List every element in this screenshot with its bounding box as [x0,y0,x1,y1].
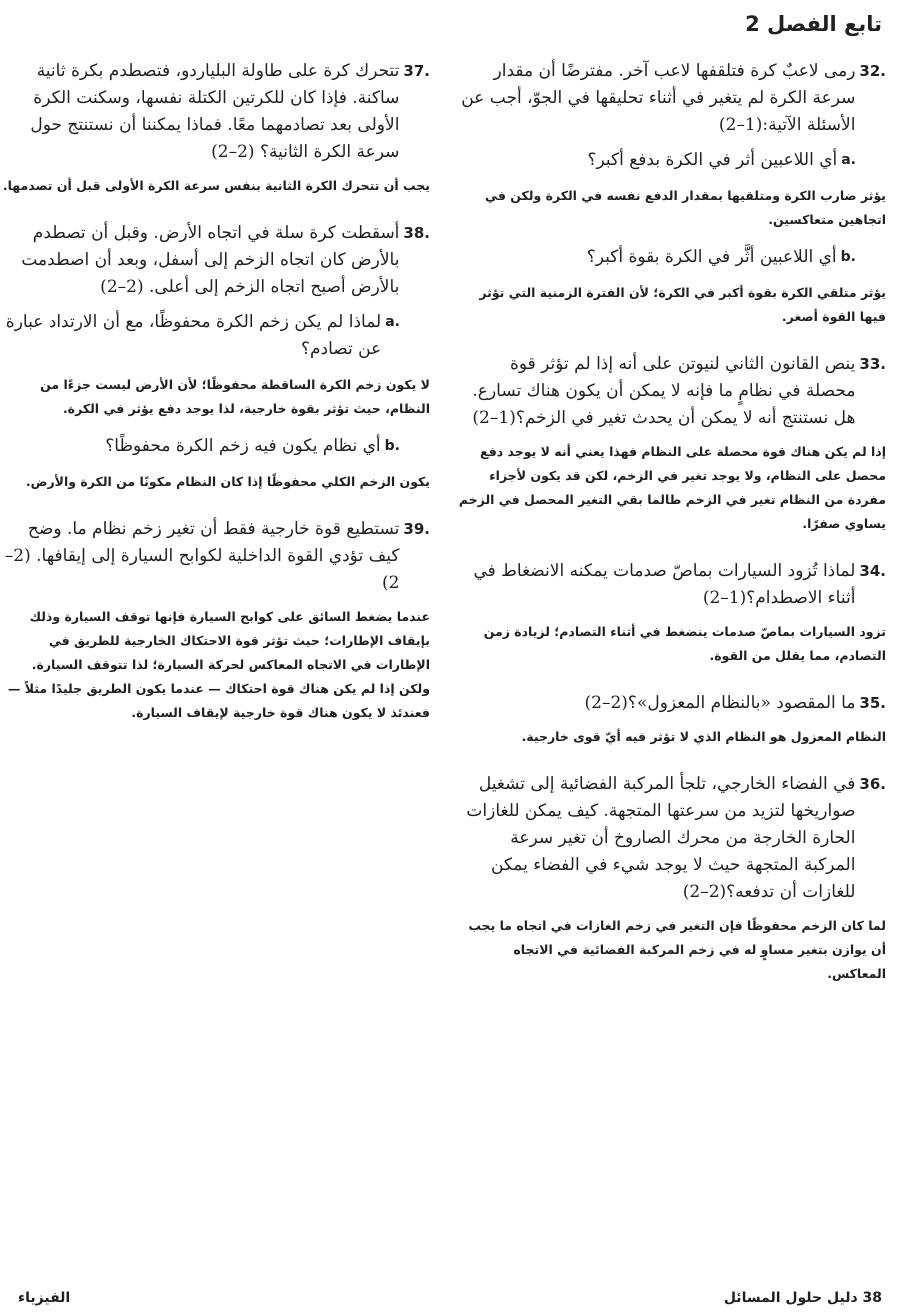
problem-32 [456,58,886,329]
answer: لا يكون زخم الكرة الساقطة محفوظًا؛ لأن الأرض ليست جزءًا من النظام، حيث تؤثر بقوة خارجية، لذا يوجد دفع يؤثر في الكرة. [40,377,430,416]
problem-number: 36. [859,775,886,793]
part-label: a. [385,314,400,330]
answer: يجب أن تتحرك الكرة الثانية بنفس سرعة الكرة الأولى قبل أن تصدمها. [2,178,430,193]
right-column [456,58,886,1008]
problem-part-a [2,309,430,363]
problem-39 [2,516,430,725]
problem-text: تتحرك كرة على طاولة البلياردو، فتصطدم بكرة ثانية ساكنة. فإذا كان للكرتين الكتلة نفسها، وسكنت الكرة الأولى بعد تصادمهما معًا. فماذا يمكننا أن نستنتج حول سرعة الكرة الثانية؟ (2–2) [30,61,400,162]
part-text: أي اللاعبين أثر في الكرة بدفع أكبر؟ [587,150,838,170]
problem-text: في الفضاء الخارجي، تلجأ المركبة الفضائية إلى تشغيل صواريخها لتزيد من سرعتها المتجهة. كيف يمكن للغازات الحارة الخارجة من محرك الصاروخ أن تغير سرعة المركبة المتجهة حيث لا يوجد شيء في الفضاء يمكن للغازات أن تدفعه؟(2–2) [466,774,856,902]
answer: يؤثر ضارب الكرة ومتلقيها بمقدار الدفع نفسه في الكرة ولكن في اتجاهين متعاكسين. [485,188,886,227]
page-number-label: 38 دليل حلول المسائل [723,1290,882,1306]
problem-36 [456,771,886,986]
problem-33 [456,351,886,536]
problem-text: أسقطت كرة سلة في اتجاه الأرض. وقبل أن تصطدم بالأرض كان اتجاه الزخم إلى أسفل، وبعد أن اصطدمت بالأرض أصبح اتجاه الزخم إلى أعلى. (2–2) [21,223,400,297]
part-label: b. [384,438,400,454]
problem-text: ما المقصود «بالنظام المعزول»؟(2–2) [584,693,856,713]
part-label: a. [841,152,856,168]
problem-part-a [456,147,886,174]
answer: تزود السيارات بماصّ صدمات ينضغط في أثناء التصادم؛ لزيادة زمن التصادم، مما يقلل من القوة. [483,624,886,663]
part-text: أي نظام يكون فيه زخم الكرة محفوظًا؟ [105,436,381,456]
problem-number: 33. [859,355,886,373]
answer: يكون الزخم الكلي محفوظًا إذا كان النظام مكونًا من الكرة والأرض. [25,474,430,489]
problem-number: 38. [403,224,430,242]
problem-number: 35. [859,694,886,712]
problem-text: تستطيع قوة خارجية فقط أن تغير زخم نظام ما. وضح كيف تؤدي القوة الداخلية لكوابح السيارة إلى إيقافها. (2–2) [4,519,400,593]
problem-text: رمى لاعبٌ كرة فتلقفها لاعب آخر. مفترضًا أن مقدار سرعة الكرة لم يتغير في أثناء تحليقها في الجوّ، أجب عن الأسئلة الآتية:(1–2) [461,61,856,135]
problem-text: ينص القانون الثاني لنيوتن على أنه إذا لم تؤثر قوة محصلة في نظامٍ ما فإنه لا يمكن أن يكون هناك تسارع. هل نستنتج أنه لا يمكن أن يحدث تغير في الزخم؟(1–2) [472,354,856,428]
answer: النظام المعزول هو النظام الذي لا تؤثر فيه أيّ قوى خارجية. [521,729,886,744]
left-column [2,58,430,747]
problem-text: لماذا تُزود السيارات بماصّ صدمات يمكنه الانضغاط في أثناء الاصطدام؟(1–2) [473,561,856,608]
problem-35 [456,690,886,749]
problem-38 [2,220,430,494]
part-text: لماذا لم يكن زخم الكرة محفوظًا، مع أن الارتداد عبارة عن تصادم؟ [5,312,382,359]
problem-number: 37. [403,62,430,80]
problem-34 [456,558,886,668]
part-label: b. [840,249,856,265]
answer: يؤثر متلقي الكرة بقوة أكبر في الكرة؛ لأن الفترة الزمنية التي تؤثر فيها القوة أصغر. [479,285,886,324]
chapter-title: تابع الفصل 2 [745,12,882,36]
answer: عندما يضغط السائق على كوابح السيارة فإنها توقف السيارة وذلك بإيقاف الإطارات؛ حيث تؤثر قوة الاحتكاك الخارجية للطريق في الإطارات في الاتجاه المعاكس لحركة السيارة؛ لذا تتوقف السيارة. ولكن إذا لم يكن هناك قوة احتكاك — عندما يكون الطريق جليدًا مثلاً — فعندئذ لا يكون هناك قوة خارجية لإيقاف السيارة. [7,609,430,720]
page-footer [0,1282,900,1306]
problem-37 [2,58,430,198]
part-text: أي اللاعبين أثَّر في الكرة بقوة أكبر؟ [586,247,837,267]
problem-part-b [2,433,430,460]
problem-number: 32. [859,62,886,80]
answer: إذا لم يكن هناك قوة محصلة على النظام فهذا يعني أنه لا يوجد دفع محصل على النظام، ولا يوجد تغير في الزخم، لكن قد يكون لأجزاء مفردة من النظام تغير في الزخم طالما بقي التغير المحصل في الزخم يساوي صفرًا. [458,444,886,531]
subject-label: الفيزياء [18,1290,71,1306]
problem-number: 34. [859,562,886,580]
problem-number: 39. [403,520,430,538]
answer: لما كان الزخم محفوظًا فإن التغير في زخم الغازات في اتجاه ما يجب أن يوازن بتغير مساوٍ له في زخم المركبة الفضائية في الاتجاه المعاكس. [468,918,886,981]
problem-part-b [456,244,886,271]
